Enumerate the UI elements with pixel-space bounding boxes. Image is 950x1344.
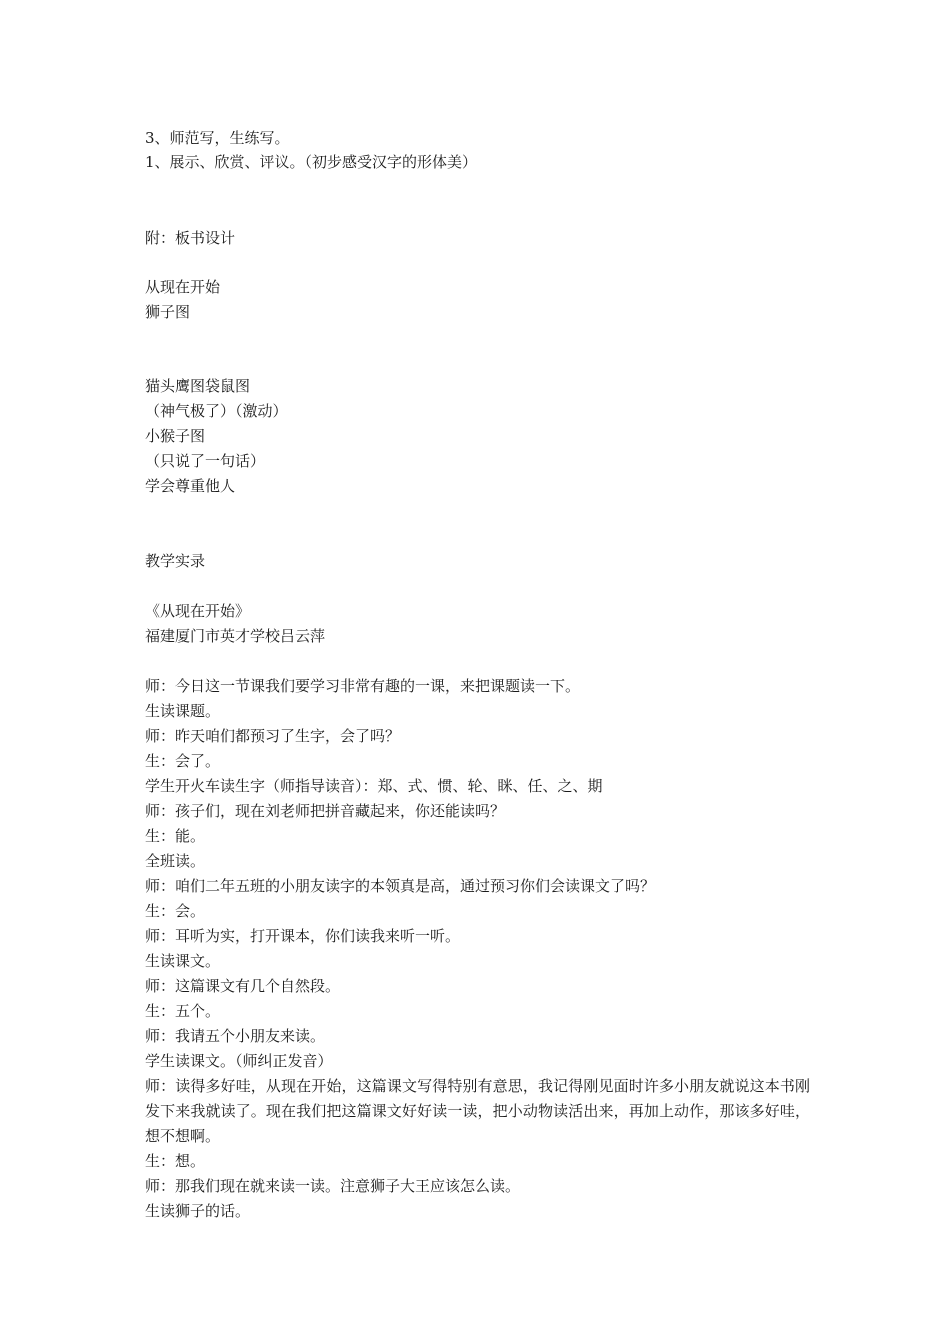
dialogue-line: 生：能。 (145, 827, 206, 845)
dialogue-line: 生读狮子的话。 (145, 1202, 251, 1220)
dialogue-line: 全班读。 (145, 852, 206, 870)
board-owl-kangaroo-note: （神气极了）（激动） (145, 402, 288, 420)
board-title: 从现在开始 (145, 278, 221, 296)
dialogue-line: 生：想。 (145, 1152, 206, 1170)
lesson-author: 福建厦门市英才学校吕云萍 (145, 627, 326, 645)
dialogue-line: 师：这篇课文有几个自然段。 (145, 977, 341, 995)
dialogue-paragraph: 师：读得多好哇，从现在开始，这篇课文写得特别有意思，我记得刚见面时许多小朋友就说这本书刚发下来我就读了。现在我们把这篇课文好好读一读，把小动物读活出来，再加上动作，那该多好哇，想不想啊。 (145, 1077, 810, 1145)
step-1-line: 1、展示、欣赏、评议。（初步感受汉字的形体美） (145, 153, 478, 171)
board-lion: 狮子图 (145, 303, 191, 321)
board-moral: 学会尊重他人 (145, 477, 236, 495)
dialogue-line: 生：会。 (145, 902, 206, 920)
dialogue-line: 生：会了。 (145, 752, 221, 770)
step-3-line: 3、师范写，生练写。 (145, 129, 290, 147)
dialogue-line: 师：那我们现在就来读一读。注意狮子大王应该怎么读。 (145, 1177, 521, 1195)
dialogue-line: 生读课题。 (145, 702, 221, 720)
dialogue-line: 师：孩子们，现在刘老师把拼音藏起来，你还能读吗？ (145, 802, 506, 820)
board-heading: 附：板书设计 (145, 229, 236, 247)
board-monkey-note: （只说了一句话） (145, 452, 266, 470)
lesson-title: 《从现在开始》 (145, 602, 251, 620)
dialogue-line: 学生读课文。（师纠正发音） (145, 1052, 333, 1070)
dialogue-line: 师：咱们二年五班的小朋友读字的本领真是高，通过预习你们会读课文了吗？ (145, 877, 656, 895)
dialogue-line: 生读课文。 (145, 952, 221, 970)
record-heading: 教学实录 (145, 552, 206, 570)
dialogue-line: 学生开火车读生字（师指导读音）：郑、式、惯、轮、眯、任、之、期 (145, 777, 603, 795)
dialogue-line: 师：耳听为实，打开课本，你们读我来听一听。 (145, 927, 461, 945)
board-monkey: 小猴子图 (145, 427, 206, 445)
dialogue-line: 生：五个。 (145, 1002, 221, 1020)
board-owl-kangaroo: 猫头鹰图袋鼠图 (145, 377, 251, 395)
dialogue-line: 师：今日这一节课我们要学习非常有趣的一课，来把课题读一下。 (145, 677, 581, 695)
dialogue-line: 师：昨天咱们都预习了生字，会了吗？ (145, 727, 401, 745)
dialogue-line: 师：我请五个小朋友来读。 (145, 1027, 326, 1045)
